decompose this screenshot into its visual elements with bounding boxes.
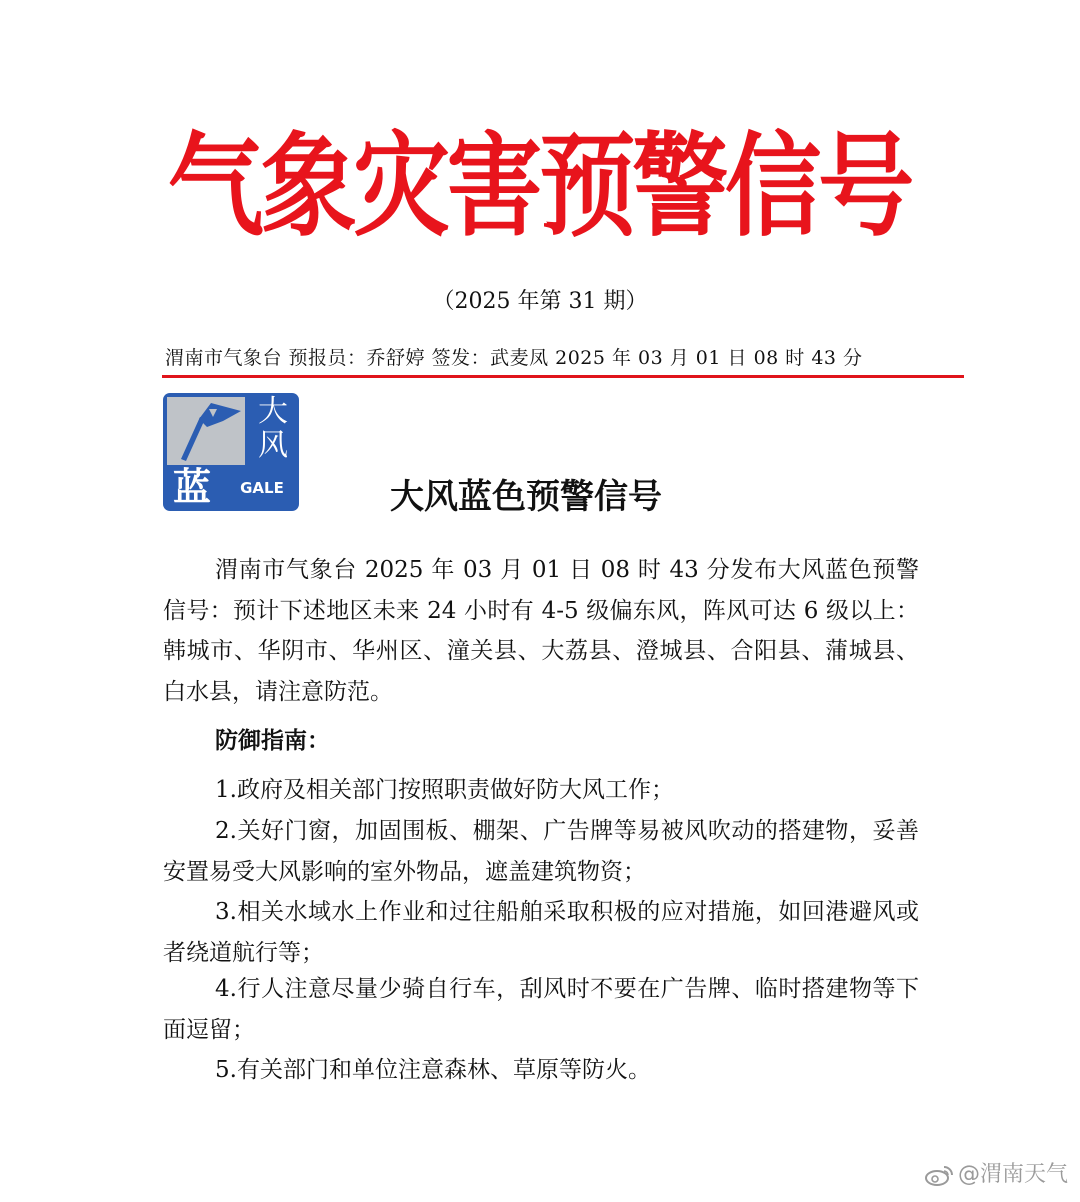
weibo-icon [924,1163,954,1187]
icon-english-label: GALE [240,479,284,497]
icon-char-bottom: 风 [258,428,288,463]
guide-item-4: 4.行人注意尽量少骑自行车，刮风时不要在广告牌、临时搭建物等下面逗留； [163,976,919,1043]
guide-item-2: 2.关好门窗，加固围板、棚架、广告牌等易被风吹动的搭建物，妥善安置易受大风影响的室外物品，遮盖建筑物资； [163,818,919,885]
guide-heading: 防御指南： [215,728,330,754]
icon-char-top: 大 [258,394,288,429]
wind-flag-icon [167,397,245,465]
document-title: 气象灾害预警信号 [167,122,911,252]
guide-item-5: 5.有关部门和单位注意森林、草原等防火。 [215,1057,651,1083]
red-divider [162,375,964,378]
signal-body: 渭南市气象台 2025 年 03 月 01 日 08 时 43 分发布大风蓝色预警信号：预计下述地区未来 24 小时有 4-5 级偏东风，阵风可达 6 级以上：韩城市、华阴市、华州区、潼关县、大荔县、澄城县、合阳县、蒲城县、白水县，请注意防范。 [163,557,919,705]
issue-number: （2025 年第 31 期） [432,289,648,314]
header-meta: 渭南市气象台 预报员：乔舒婷 签发：武麦凤 2025 年 03 月 01 日 08 时 43 分 [165,347,863,369]
icon-level-char: 蓝 [172,465,211,509]
guide-item-3: 3.相关水域水上作业和过往船舶采取积极的应对措施，如回港避风或者绕道航行等； [163,899,919,966]
signal-title: 大风蓝色预警信号 [390,477,662,517]
watermark-text: @渭南天气 [957,1162,1068,1187]
guide-item-1: 1.政府及相关部门按照职责做好防大风工作； [215,777,674,803]
watermark [924,1158,1068,1192]
